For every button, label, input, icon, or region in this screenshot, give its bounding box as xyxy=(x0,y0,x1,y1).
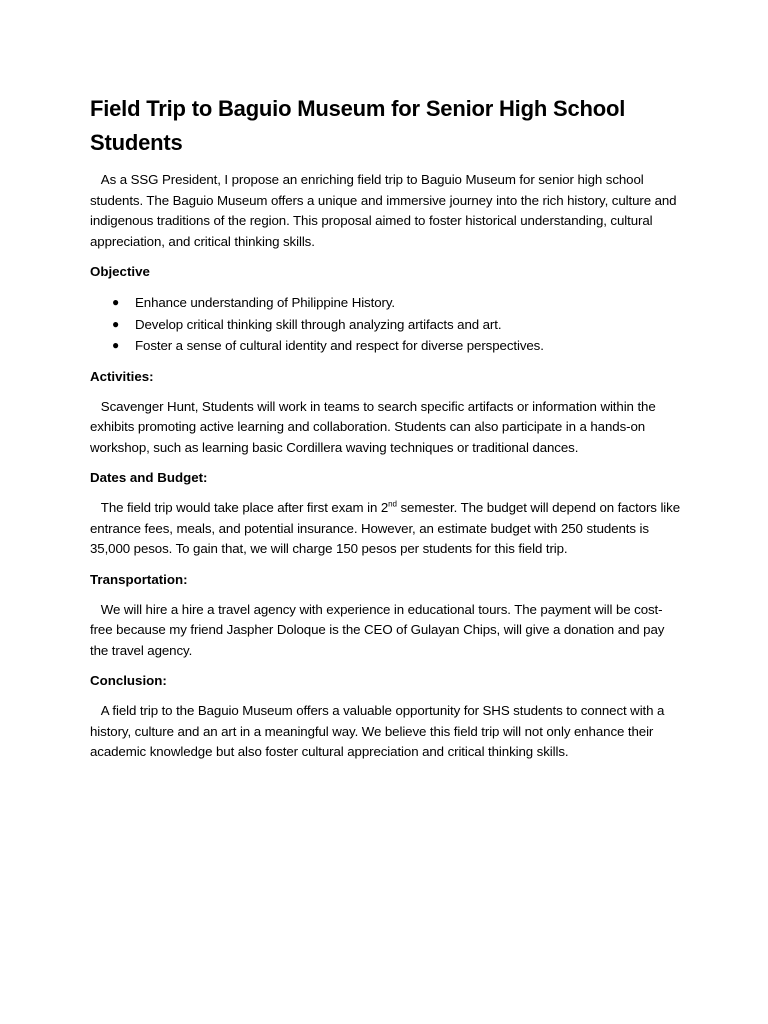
activities-text: Scavenger Hunt, Students will work in teams to search specific artifacts or information within the exhibits promoting active learning and collaboration. Students can also participate in a hands-on workshop, such as learning basic Cordillera waving techniques or traditional dances. xyxy=(90,398,656,455)
document-page xyxy=(90,92,680,773)
intro-paragraph xyxy=(90,170,680,252)
objective-list xyxy=(90,292,680,357)
activities-heading: Activities: xyxy=(90,368,154,384)
ordinal-superscript: nd xyxy=(388,499,397,509)
dates-budget-paragraph xyxy=(90,498,680,560)
bullet-icon: ● xyxy=(112,316,120,331)
objective-heading: Objective xyxy=(90,264,150,279)
bullet-icon: ● xyxy=(112,338,120,352)
list-item xyxy=(90,314,680,336)
transportation-text: We will hire a hire a travel agency with experience in educational tours. The payment will be cost-free because my friend Jaspher Doloque is the CEO of Gulayan Chips, will give a donation and pay the travel agency. xyxy=(90,601,665,658)
conclusion-paragraph xyxy=(90,701,680,763)
list-item xyxy=(90,292,680,314)
conclusion-heading: Conclusion: xyxy=(90,673,167,688)
transportation-paragraph xyxy=(90,600,680,662)
list-item xyxy=(90,335,680,357)
transportation-heading: Transportation: xyxy=(90,571,188,587)
dates-budget-text-end: semester. The budget will depend on factors like entrance fees, meals, and potential insurance. However, an estimate budget with 250 students is 35,000 pesos. To gain that, we will charge 150 pesos per students for this field trip. xyxy=(90,500,680,556)
intro-text: As a SSG President, I propose an enriching field trip to Baguio Museum for senior high school students. The Baguio Museum offers a unique and immersive journey into the rich history, culture and indigenous traditions of the region. This proposal aimed to foster historical understanding, cultural appreciation, and critical thinking skills. xyxy=(90,172,677,249)
bullet-icon: ● xyxy=(112,295,120,309)
list-item-text: Foster a sense of cultural identity and respect for diverse perspectives. xyxy=(135,338,544,353)
activities-paragraph xyxy=(90,397,680,459)
list-item-text: Develop critical thinking skill through analyzing artifacts and art. xyxy=(135,316,502,332)
conclusion-text: A field trip to the Baguio Museum offers a valuable opportunity for SHS students to connect with a history, culture and an art in a meaningful way. We believe this field trip will not only enhance their academic knowledge but also foster cultural appreciation and critical thinking skills. xyxy=(90,703,665,759)
list-item-text: Enhance understanding of Philippine History. xyxy=(135,295,395,310)
document-title: Field Trip to Baguio Museum for Senior High School Students xyxy=(90,96,626,155)
dates-budget-heading: Dates and Budget: xyxy=(90,470,208,485)
dates-budget-text-start: The field trip would take place after first exam in 2 xyxy=(100,500,389,515)
